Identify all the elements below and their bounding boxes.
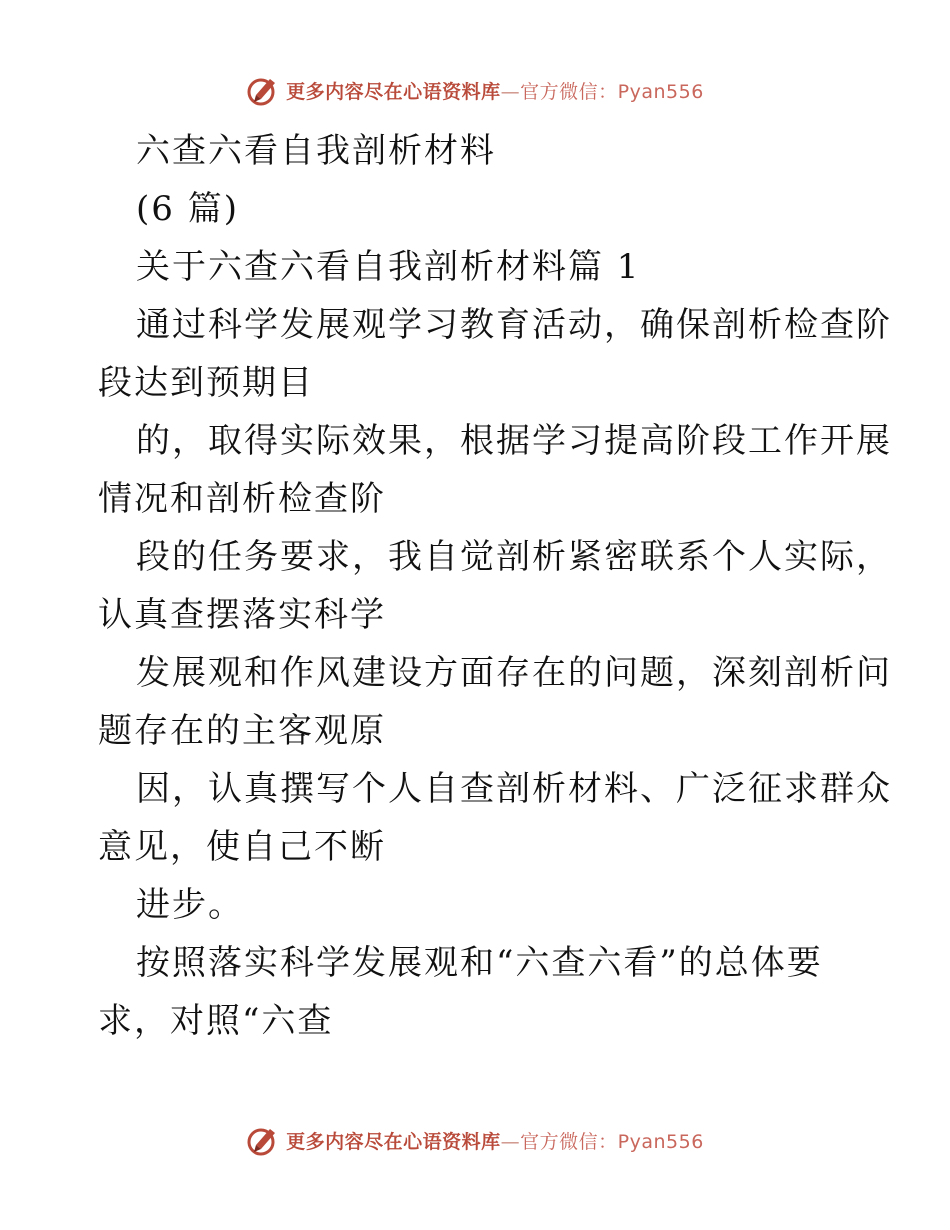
paragraph-line: 因，认真撰写个人自查剖析材料、广泛征求群众 — [136, 769, 892, 809]
watermark-text — [286, 1127, 704, 1154]
watermark-separator: — — [500, 80, 521, 103]
paragraph-line: 发展观和作风建设方面存在的问题，深刻剖析问 — [136, 653, 892, 693]
section-heading: 关于六查六看自我剖析材料篇 1 — [136, 247, 641, 287]
watermark-brand: 更多内容尽在心语资料库 — [286, 80, 501, 103]
watermark-separator: — — [500, 1130, 521, 1153]
paragraph-line: 认真查摆落实科学 — [98, 595, 386, 635]
pen-logo-icon — [246, 73, 280, 107]
paragraph-line: 求，对照“六查 — [98, 1001, 334, 1041]
paragraph-line: 段的任务要求，我自觉剖析紧密联系个人实际， — [136, 537, 892, 577]
document-subtitle: (6 篇) — [136, 189, 239, 229]
watermark-text — [286, 77, 704, 104]
watermark-contact: 官方微信：Pyan556 — [520, 1130, 704, 1153]
paragraph-line: 按照落实科学发展观和“六查六看”的总体要 — [136, 943, 823, 983]
paragraph-line: 通过科学发展观学习教育活动，确保剖析检查阶 — [136, 305, 892, 345]
paragraph-line: 意见，使自己不断 — [98, 827, 386, 867]
pen-logo-icon — [246, 1123, 280, 1157]
paragraph-line: 进步。 — [136, 885, 244, 925]
document-body — [98, 122, 892, 1050]
header-watermark — [0, 70, 950, 110]
watermark-brand: 更多内容尽在心语资料库 — [286, 1130, 501, 1153]
paragraph-line: 的，取得实际效果，根据学习提高阶段工作开展 — [136, 421, 892, 461]
document-title: 六查六看自我剖析材料 — [136, 131, 496, 171]
watermark-contact: 官方微信：Pyan556 — [520, 80, 704, 103]
paragraph-line: 段达到预期目 — [98, 363, 314, 403]
footer-watermark — [0, 1120, 950, 1160]
paragraph-line: 情况和剖析检查阶 — [98, 479, 386, 519]
paragraph-line: 题存在的主客观原 — [98, 711, 386, 751]
